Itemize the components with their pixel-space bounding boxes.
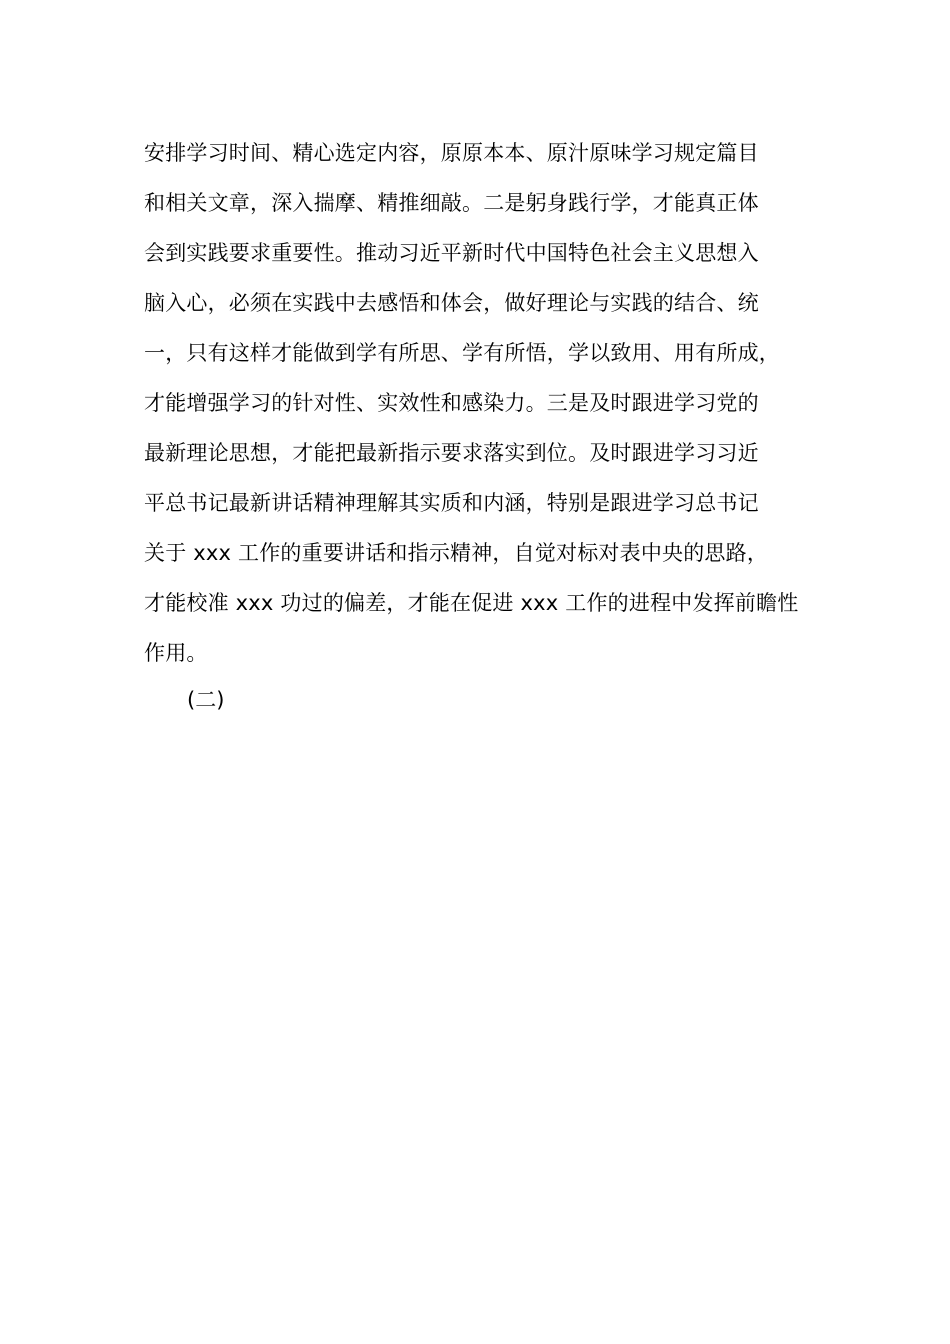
text-line: 作用。 xyxy=(144,641,208,665)
text-line: 最新理论思想，才能把最新指示要求落实到位。及时跟进学习习近 xyxy=(144,441,759,465)
section-subheading: (二) xyxy=(187,688,225,712)
text-line: 会到实践要求重要性。推动习近平新时代中国特色社会主义思想入 xyxy=(144,241,759,265)
text-line: 才能校准 xxx 功过的偏差，才能在促进 xxx 工作的进程中发挥前瞻性 xyxy=(144,591,799,615)
text-line: 脑入心，必须在实践中去感悟和体会，做好理论与实践的结合、统 xyxy=(144,291,759,315)
text-line: 关于 xxx 工作的重要讲话和指示精神，自觉对标对表中央的思路， xyxy=(144,541,769,565)
text-line: 和相关文章，深入揣摩、精推细敲。二是躬身践行学，才能真正体 xyxy=(144,191,759,215)
text-line: 一，只有这样才能做到学有所思、学有所悟，学以致用、用有所成， xyxy=(144,341,780,365)
text-line: 才能增强学习的针对性、实效性和感染力。三是及时跟进学习党的 xyxy=(144,391,759,415)
text-line: 安排学习时间、精心选定内容，原原本本、原汁原味学习规定篇目 xyxy=(144,141,759,165)
body-paragraph xyxy=(144,128,844,678)
text-line: 平总书记最新讲话精神理解其实质和内涵，特别是跟进学习总书记 xyxy=(144,491,759,515)
